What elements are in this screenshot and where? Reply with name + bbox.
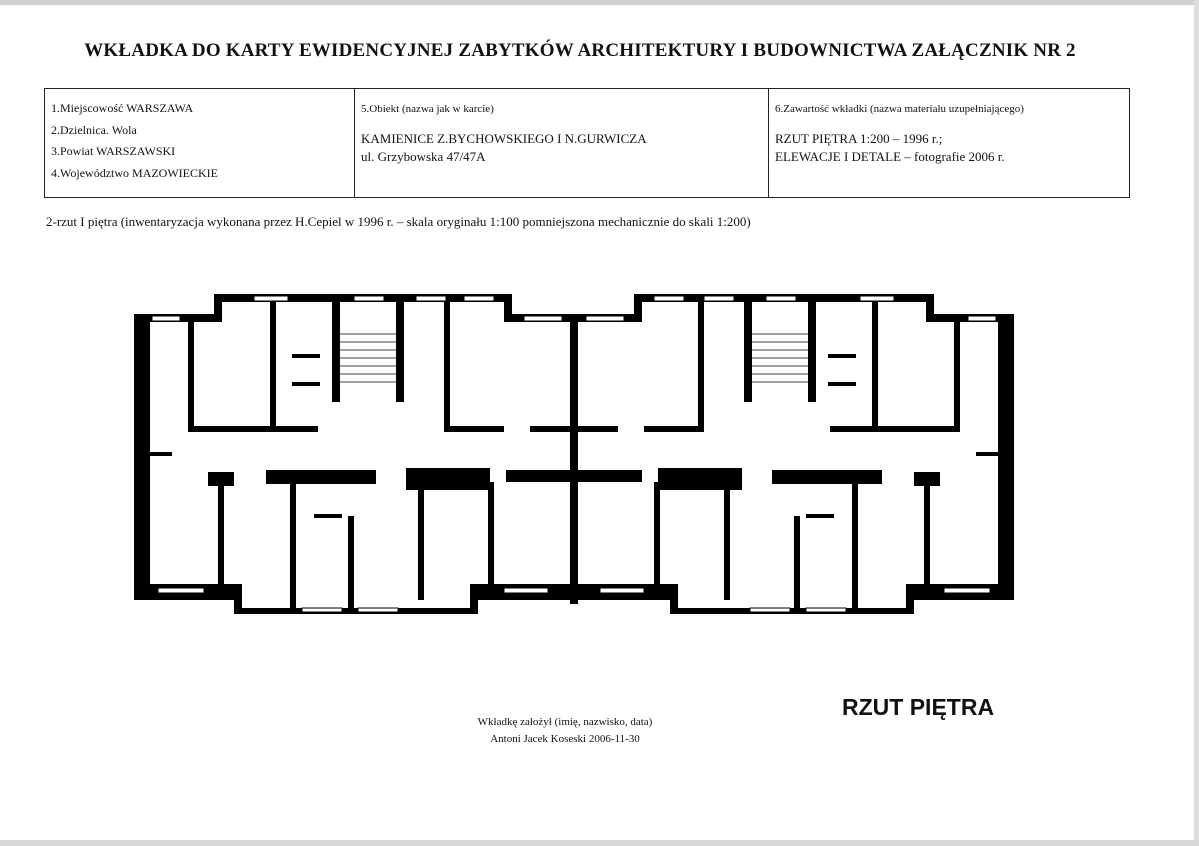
object-address: ul. Grzybowska 47/47A [361,148,486,164]
object-name: KAMIENICE Z.BYCHOWSKIEGO I N.GURWICZA [361,131,647,147]
contents-line-2: ELEWACJE I DETALE – fotografie 2006 r. [775,148,1005,164]
contents-cell [769,89,1129,197]
location-city: 1.Miejscowość WARSZAWA [51,101,194,115]
founder-value: Antoni Jacek Koseski 2006-11-30 [490,732,640,745]
location-county: 3.Powiat WARSZAWSKI [51,144,176,159]
founder-block [440,714,690,747]
contents-label: 6.Zawartość wkładki (nazwa materiału uzupełniającego) [775,103,1024,115]
object-cell [355,89,769,197]
plan-caption: 2-rzut I piętra (inwentaryzacja wykonana przez H.Cepiel w 1996 r. – skala oryginału 1:100 pomniejszona mechanicznie do skali 1:200) [46,214,751,229]
scan-edge-bottom [0,840,1199,846]
founder-label: Wkładkę założył (imię, nazwisko, data) [477,716,653,728]
scan-edge-top [0,0,1199,5]
object-label: 5.Obiekt (nazwa jak w karcie) [361,103,494,115]
scan-edge-right [1194,0,1199,846]
location-district: 2.Dzielnica. Wola [51,122,137,137]
plan-stamp-label: RZUT PIĘTRA [842,694,995,720]
location-cell [45,89,355,197]
info-table [44,88,1130,198]
floor-plan-drawing [134,292,1014,622]
document-title: WKŁADKA DO KARTY EWIDENCYJNEJ ZABYTKÓW ARCHITEKTURY I BUDOWNICTWA ZAŁĄCZNIK NR 2 [84,40,1076,61]
contents-line-1: RZUT PIĘTRA 1:200 – 1996 r.; [775,131,943,147]
location-voivodeship: 4.Województwo MAZOWIECKIE [51,165,218,180]
